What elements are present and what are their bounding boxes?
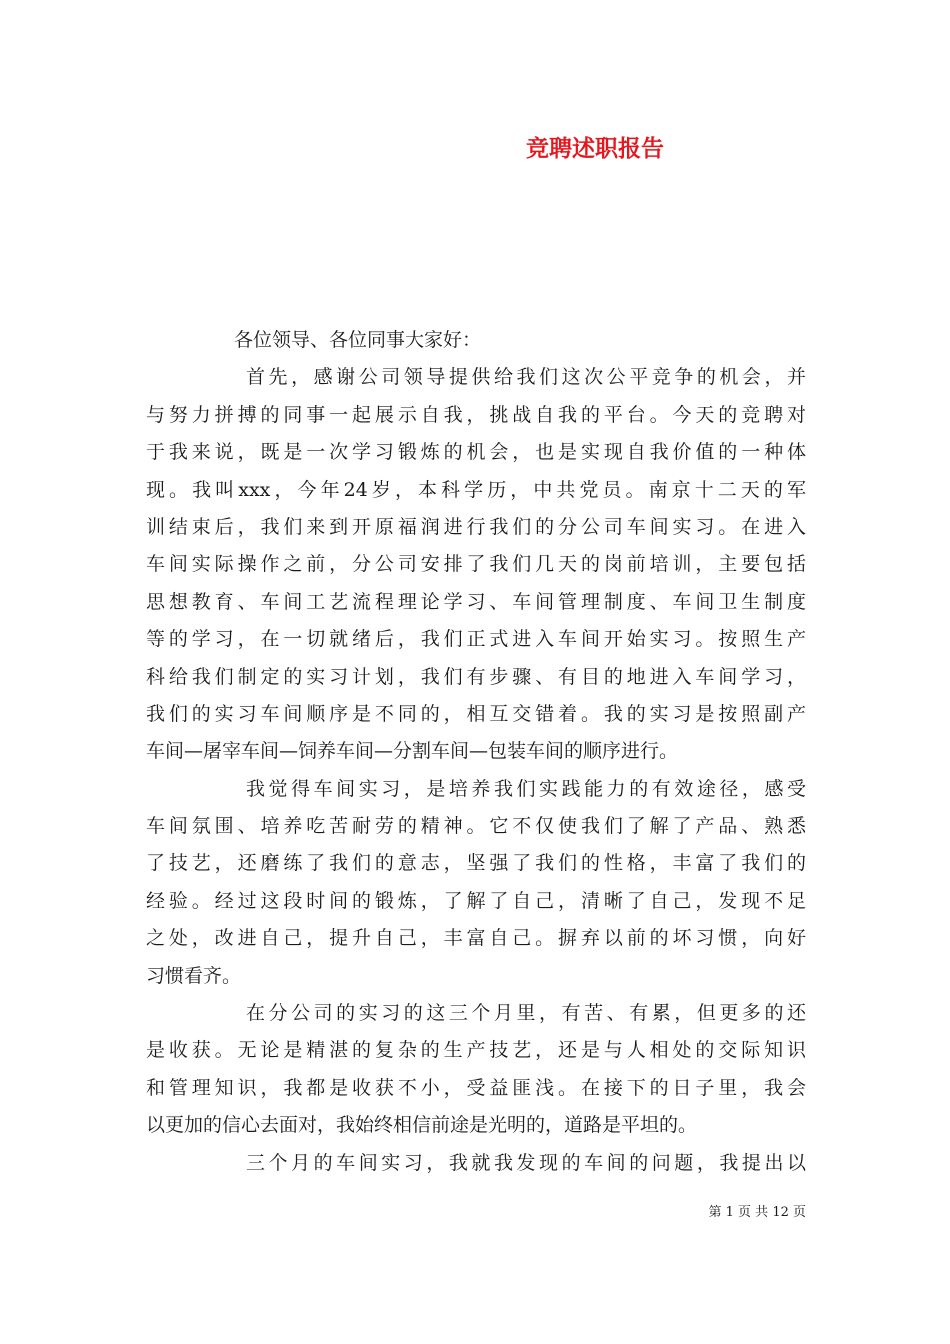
text-line: 了技艺，还磨练了我们的意志，坚强了我们的性格，丰富了我们的	[146, 852, 806, 875]
text-line: 之处，改进自己，提升自己，丰富自己。摒弃以前的坏习惯，向好	[146, 927, 806, 950]
text-line: 车间实际操作之前，分公司安排了我们几天的岗前培训，主要包括	[146, 553, 806, 576]
page-number: 第 1 页 共 12 页	[708, 1205, 806, 1220]
salutation: 各位领导、各位同事大家好：	[234, 329, 482, 351]
text-line: 三个月的车间实习，我就我发现的车间的问题，我提出以	[246, 1151, 806, 1174]
text-line: 我觉得车间实习，是培养我们实践能力的有效途径，感受	[246, 777, 806, 800]
text-line: 和管理知识，我都是收获不小，受益匪浅。在接下的日子里，我会	[146, 1076, 806, 1099]
text-line: 在分公司的实习的这三个月里，有苦、有累，但更多的还	[246, 1002, 806, 1025]
text-line: 等的学习，在一切就绪后，我们正式进入车间开始实习。按照生产	[146, 628, 806, 651]
text-line: 习惯看齐。	[146, 964, 242, 987]
paragraph-4	[146, 1145, 806, 1182]
text-line: 车间—屠宰车间—饲养车间—分割车间—包装车间的顺序进行。	[146, 740, 679, 763]
text-line: 思想教育、车间工艺流程理论学习、车间管理制度、车间卫生制度	[146, 590, 806, 613]
document-body	[146, 322, 806, 1182]
text-line: 现。我叫xxx，今年24岁，本科学历，中共党员。南京十二天的军	[146, 478, 806, 501]
text-line: 与努力拼搏的同事一起展示自我，挑战自我的平台。今天的竞聘对	[146, 403, 806, 426]
paragraph-2	[146, 771, 806, 995]
text-line: 科给我们制定的实习计划，我们有步骤、有目的地进入车间学习，	[146, 665, 806, 688]
text-line: 于我来说，既是一次学习锻炼的机会，也是实现自我价值的一种体	[146, 441, 806, 464]
text-line: 车间氛围、培养吃苦耐劳的精神。它不仅使我们了解了产品、熟悉	[146, 815, 806, 838]
text-line: 训结束后，我们来到开原福润进行我们的分公司车间实习。在进入	[146, 515, 806, 538]
page-title: 竞聘述职报告	[526, 135, 664, 162]
text-line: 我们的实习车间顺序是不同的，相互交错着。我的实习是按照副产	[146, 702, 806, 725]
text-line: 以更加的信心去面对，我始终相信前途是光明的，道路是平坦的。	[146, 1114, 698, 1137]
paragraph-3	[146, 995, 806, 1145]
text-line: 首先，感谢公司领导提供给我们这次公平竞争的机会，并	[246, 366, 806, 389]
text-line: 是收获。无论是精湛的复杂的生产技艺，还是与人相处的交际知识	[146, 1039, 806, 1062]
paragraph-1	[146, 359, 806, 770]
text-line: 经验。经过这段时间的锻炼，了解了自己，清晰了自己，发现不足	[146, 889, 806, 912]
